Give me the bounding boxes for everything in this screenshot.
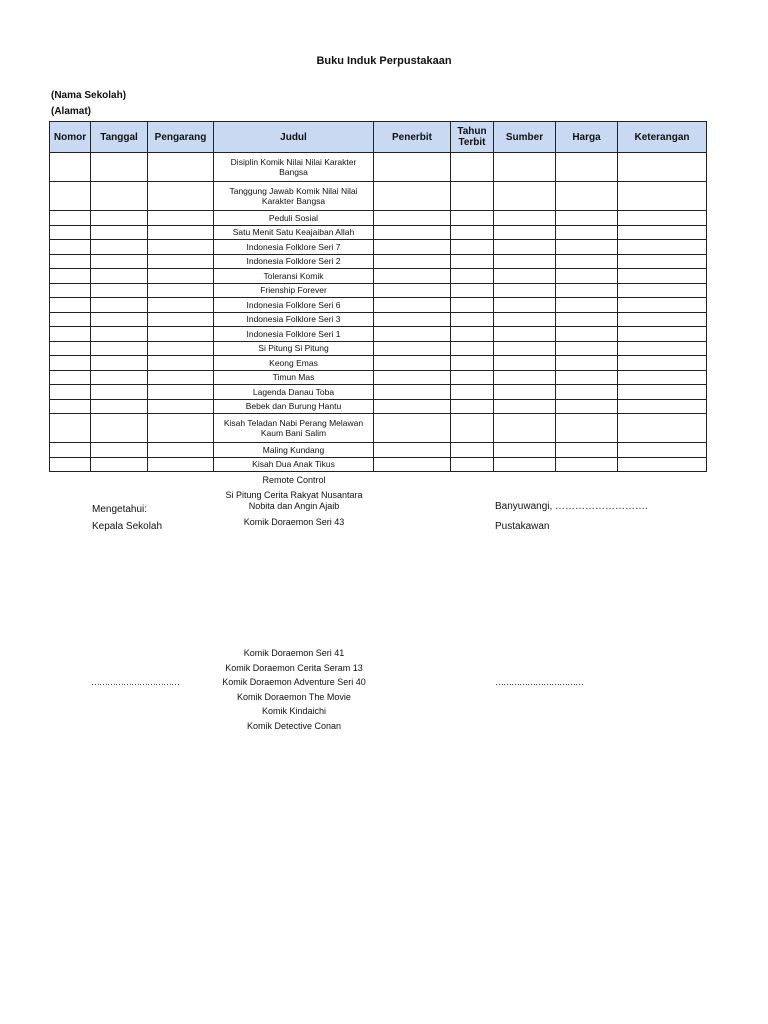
cell-empty [50,312,91,327]
overflow-title: Komik Kindaichi [261,706,327,717]
cell-empty [148,312,214,327]
cell-empty [148,211,214,226]
signature-right-title: Pustakawan [495,521,550,532]
cell-empty [374,327,451,342]
cell-empty [556,385,618,400]
cell-empty [91,356,148,371]
cell-empty [50,225,91,240]
header-judul: Judul [214,122,374,153]
cell-empty [148,283,214,298]
cell-empty [50,269,91,284]
cell-empty [451,312,494,327]
cell-empty [91,399,148,414]
cell-empty [91,211,148,226]
table-row [50,385,707,400]
header-harga: Harga [556,122,618,153]
cell-empty [556,341,618,356]
cell-empty [618,225,707,240]
cell-judul: Peduli Sosial [214,211,374,226]
cell-empty [556,225,618,240]
cell-empty [91,269,148,284]
cell-judul: Tanggung Jawab Komik Nilai Nilai Karakter Bangsa [214,182,374,211]
cell-empty [50,211,91,226]
cell-judul: Disiplin Komik Nilai Nilai Karakter Bangsa [214,153,374,182]
cell-judul: Kisah Teladan Nabi Perang Melawan Kaum Bani Salim [214,414,374,443]
cell-empty [451,457,494,472]
table-row [50,341,707,356]
cell-empty [374,240,451,255]
cell-empty [451,211,494,226]
cell-empty [494,385,556,400]
header-tanggal: Tanggal [91,122,148,153]
cell-empty [451,370,494,385]
cell-empty [91,283,148,298]
cell-empty [148,254,214,269]
cell-empty [91,254,148,269]
cell-empty [50,414,91,443]
cell-judul: Toleransi Komik [214,269,374,284]
cell-empty [50,370,91,385]
cell-empty [556,327,618,342]
cell-empty [91,385,148,400]
cell-empty [374,269,451,284]
overflow-title: Komik Detective Conan [246,720,342,731]
header-nomor: Nomor [50,122,91,153]
cell-empty [556,356,618,371]
cell-empty [148,385,214,400]
cell-judul: Indonesia Folklore Seri 1 [214,327,374,342]
cell-judul: Satu Menit Satu Keajaiban Allah [214,225,374,240]
cell-empty [618,341,707,356]
overflow-title: Nobita dan Angin Ajaib [248,501,340,512]
cell-empty [374,443,451,458]
cell-empty [50,298,91,313]
table-row [50,399,707,414]
cell-empty [374,298,451,313]
cell-empty [494,240,556,255]
cell-judul: Indonesia Folklore Seri 2 [214,254,374,269]
signature-right-place-date: Banyuwangi, ………………………. [495,501,648,512]
cell-empty [494,356,556,371]
cell-empty [374,341,451,356]
cell-empty [148,399,214,414]
cell-empty [50,327,91,342]
cell-empty [451,414,494,443]
cell-empty [618,211,707,226]
header-pengarang: Pengarang [148,122,214,153]
cell-empty [494,443,556,458]
table-row [50,327,707,342]
cell-judul: Keong Emas [214,356,374,371]
cell-judul: Si Pitung Si Pitung [214,341,374,356]
overflow-title: Komik Doraemon Adventure Seri 40 [222,677,366,688]
cell-empty [556,443,618,458]
cell-empty [148,153,214,182]
cell-empty [618,283,707,298]
cell-judul: Indonesia Folklore Seri 6 [214,298,374,313]
cell-empty [556,312,618,327]
cell-empty [148,269,214,284]
table-row [50,182,707,211]
table-row [50,356,707,371]
cell-empty [618,414,707,443]
table-row [50,370,707,385]
cell-empty [618,385,707,400]
school-address: (Alamat) [51,106,92,117]
cell-judul: Indonesia Folklore Seri 7 [214,240,374,255]
cell-empty [451,341,494,356]
cell-empty [50,153,91,182]
signature-left-line: …………………………… [91,677,179,687]
cell-empty [494,370,556,385]
cell-empty [91,312,148,327]
cell-empty [494,153,556,182]
cell-empty [91,182,148,211]
cell-empty [148,356,214,371]
cell-empty [50,385,91,400]
cell-empty [618,182,707,211]
cell-empty [451,182,494,211]
cell-empty [148,457,214,472]
signature-left-title: Kepala Sekolah [92,521,163,532]
signature-left-label: Mengetahui: [92,504,148,515]
cell-empty [148,370,214,385]
cell-empty [91,370,148,385]
header-penerbit: Penerbit [374,122,451,153]
table-header-row [50,122,707,153]
cell-empty [494,225,556,240]
cell-empty [374,457,451,472]
cell-empty [451,385,494,400]
signature-right-line: …………………………… [495,677,583,687]
cell-empty [556,298,618,313]
cell-empty [556,457,618,472]
cell-judul: Kisah Dua Anak Tikus [214,457,374,472]
cell-empty [556,182,618,211]
cell-empty [556,254,618,269]
cell-empty [374,312,451,327]
cell-judul: Timun Mas [214,370,374,385]
cell-empty [451,254,494,269]
cell-empty [618,399,707,414]
cell-empty [451,240,494,255]
cell-empty [148,240,214,255]
cell-empty [556,370,618,385]
cell-empty [494,254,556,269]
cell-empty [50,182,91,211]
cell-empty [374,182,451,211]
cell-empty [451,283,494,298]
cell-empty [556,414,618,443]
table-row [50,269,707,284]
cell-empty [494,341,556,356]
cell-empty [374,385,451,400]
table-body [50,153,707,472]
book-register-table [49,121,707,472]
cell-empty [618,457,707,472]
cell-empty [374,414,451,443]
cell-empty [494,298,556,313]
cell-empty [494,283,556,298]
table-row [50,225,707,240]
cell-empty [91,153,148,182]
table-row [50,312,707,327]
cell-empty [451,298,494,313]
table-row [50,457,707,472]
cell-empty [494,399,556,414]
cell-empty [451,153,494,182]
cell-empty [451,399,494,414]
cell-empty [556,399,618,414]
cell-empty [50,341,91,356]
cell-empty [451,443,494,458]
cell-empty [148,225,214,240]
overflow-title: Komik Doraemon Cerita Seram 13 [225,662,363,673]
cell-empty [451,356,494,371]
cell-empty [374,283,451,298]
cell-empty [50,240,91,255]
cell-empty [556,269,618,284]
header-keterangan: Keterangan [618,122,707,153]
cell-empty [618,240,707,255]
cell-empty [494,269,556,284]
cell-judul: Maling Kundang [214,443,374,458]
cell-empty [374,254,451,269]
cell-empty [91,298,148,313]
cell-empty [91,457,148,472]
cell-empty [50,283,91,298]
cell-empty [148,414,214,443]
overflow-title: Si Pitung Cerita Rakyat Nusantara [225,489,363,500]
cell-empty [148,182,214,211]
cell-empty [91,414,148,443]
cell-empty [148,327,214,342]
cell-empty [374,356,451,371]
cell-empty [91,443,148,458]
cell-empty [50,399,91,414]
table-row [50,254,707,269]
cell-empty [556,153,618,182]
cell-empty [91,225,148,240]
table-row [50,153,707,182]
cell-empty [374,225,451,240]
cell-empty [494,182,556,211]
cell-empty [451,225,494,240]
page-title: Buku Induk Perpustakaan [316,55,452,67]
cell-empty [618,370,707,385]
cell-empty [91,341,148,356]
cell-empty [148,298,214,313]
cell-empty [618,443,707,458]
cell-empty [494,327,556,342]
cell-empty [50,356,91,371]
cell-empty [50,254,91,269]
cell-empty [556,211,618,226]
cell-judul: Indonesia Folklore Seri 3 [214,312,374,327]
cell-empty [618,269,707,284]
cell-empty [618,153,707,182]
cell-empty [50,457,91,472]
cell-empty [494,312,556,327]
table-row [50,414,707,443]
cell-empty [494,457,556,472]
table-row [50,298,707,313]
overflow-title: Komik Doraemon Seri 41 [243,648,345,658]
cell-empty [556,240,618,255]
table-row [50,283,707,298]
cell-empty [556,283,618,298]
cell-empty [374,399,451,414]
cell-empty [50,443,91,458]
cell-empty [618,298,707,313]
overflow-titles-top [214,473,374,529]
cell-empty [374,211,451,226]
cell-empty [374,370,451,385]
cell-judul: Frienship Forever [214,283,374,298]
cell-empty [494,211,556,226]
cell-judul: Bebek dan Burung Hantu [214,399,374,414]
cell-empty [618,327,707,342]
header-sumber: Sumber [494,122,556,153]
cell-empty [148,443,214,458]
cell-empty [91,327,148,342]
table-row [50,240,707,255]
table-row [50,443,707,458]
cell-empty [451,269,494,284]
overflow-title: Remote Control [262,475,326,485]
header-tahun-terbit: Tahun Terbit [451,122,494,153]
table-row [50,211,707,226]
cell-judul: Lagenda Danau Toba [214,385,374,400]
cell-empty [148,341,214,356]
overflow-title: Komik Doraemon Seri 43 [243,516,345,527]
overflow-titles-bottom [214,646,374,734]
school-name: (Nama Sekolah) [51,90,127,101]
cell-empty [618,254,707,269]
overflow-title: Komik Doraemon The Movie [237,691,351,702]
cell-empty [374,153,451,182]
cell-empty [494,414,556,443]
cell-empty [451,327,494,342]
cell-empty [618,312,707,327]
cell-empty [91,240,148,255]
cell-empty [618,356,707,371]
